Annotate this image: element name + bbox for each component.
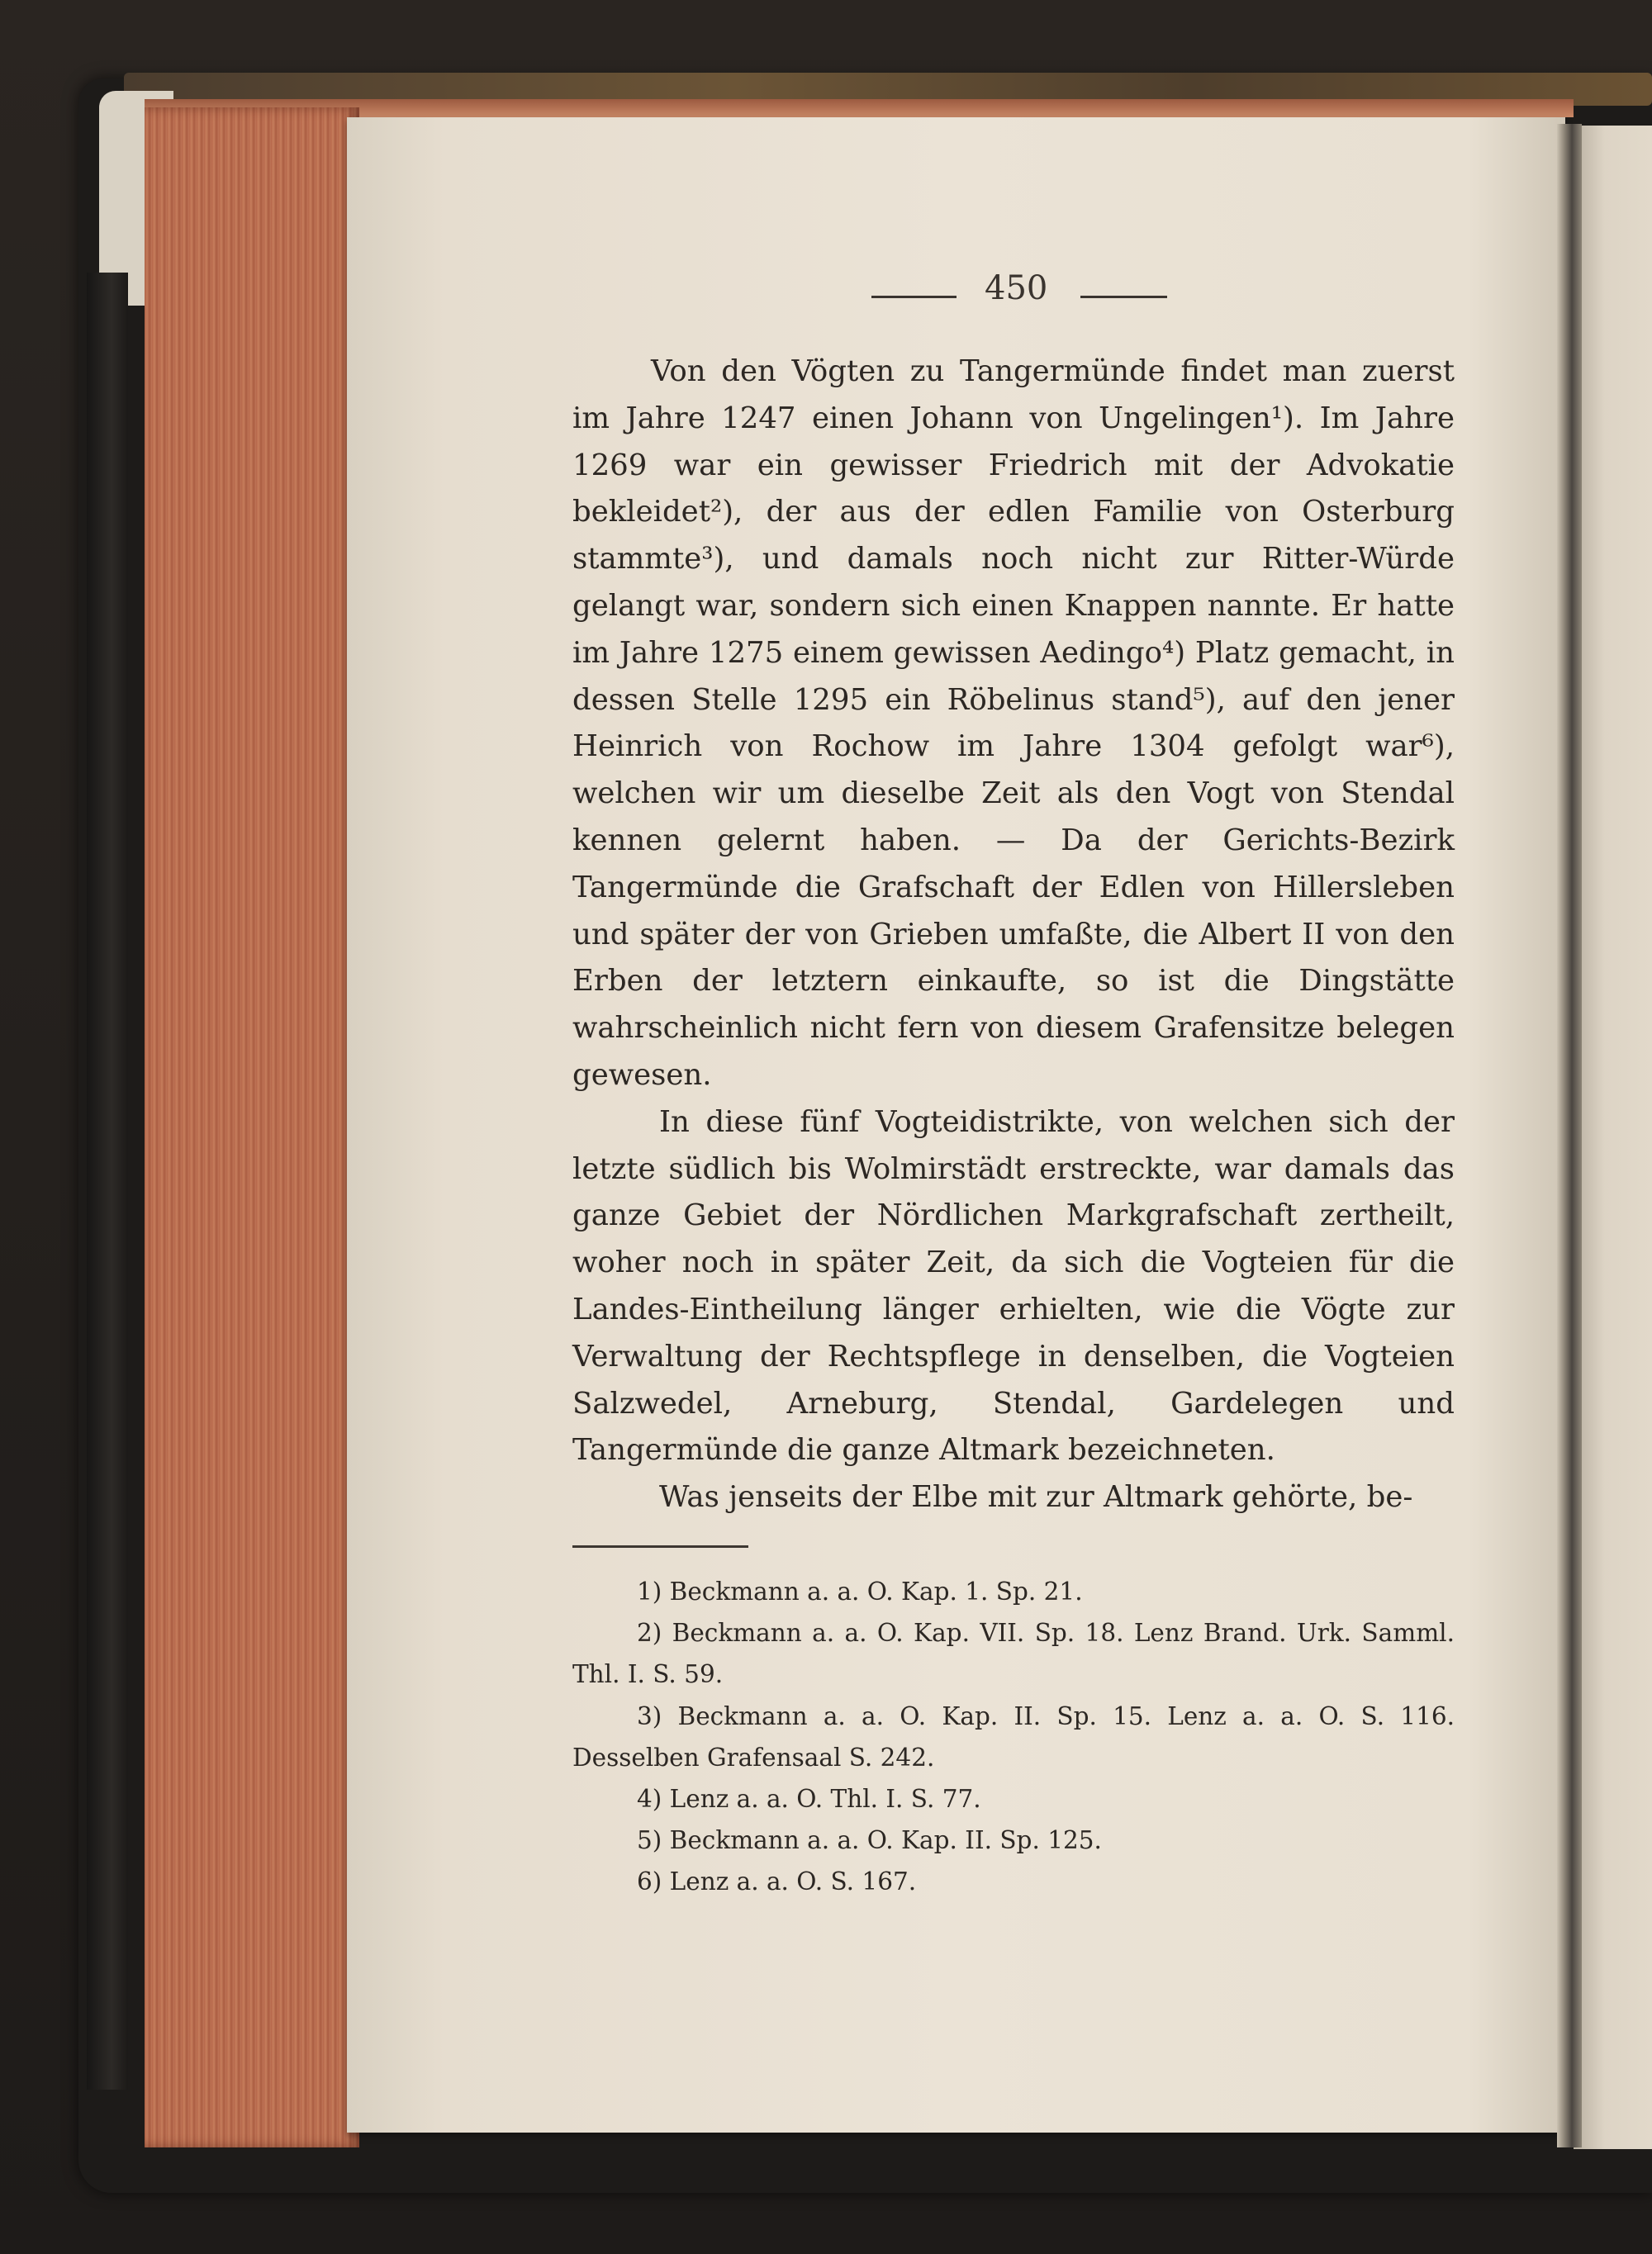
footnote-separator [572, 1545, 748, 1548]
page-header [871, 269, 1169, 319]
page-number: 450 [985, 269, 1048, 307]
paragraph: In diese fünf Vogteidistrikte, von welchen sich der letzte südlich bis Wolmirstädt erstreckte, war damals das ganze Gebiet der Nördlichen Markgrafschaft zertheilt, woher noch in später Zeit, da sich die Vogteien für die Landes-Eintheilung länger erhielten, wie die Vögte zur Verwaltung der Rechtspflege in denselben, die Vogteien Salzwedel, Arneburg, Stendal, Gardelegen und Tangermünde die ganze Altmark bezeichneten. [572, 1104, 1455, 1468]
page-gutter [1557, 124, 1582, 2147]
cover-spine [87, 273, 128, 2090]
paragraph: Von den Vögten zu Tangermünde findet man zuerst im Jahre 1247 einen Johann von Ungelingen¹). Im Jahre 1269 war ein gewisser Friedrich mit der Advokatie bekleidet²), der aus der edlen Familie von Osterburg stammte³), und damals noch nicht zur Ritter-Würde gelangt war, sondern sich einen Knappen nannte. Er hatte im Jahre 1275 einem gewissen Aedingo⁴) Platz gemacht, in dessen Stelle 1295 ein Röbelinus stand⁵), auf den jener Heinrich von Rochow im Jahre 1304 gefolgt war⁶), welchen wir um dieselbe Zeit als den Vogt von Stendal kennen gelernt haben. — Da der Gerichts-Bezirk Tangermünde die Grafschaft der Edlen von Hillersleben und später der von Grieben umfaßte, die Albert II von den Erben der letztern einkaufte, so ist die Dingstätte wahrscheinlich nicht fern von diesem Grafensitze belegen gewesen. [572, 354, 1455, 1092]
footnote: 1) Beckmann a. a. O. Kap. 1. Sp. 21. [637, 1578, 1083, 1606]
header-dash-right [1080, 296, 1167, 298]
footnote: 3) Beckmann a. a. O. Kap. II. Sp. 15. Lenz a. a. O. S. 116. Desselben Grafensaal S. 242. [572, 1701, 1455, 1772]
footnote: 6) Lenz a. a. O. S. 167. [637, 1867, 917, 1896]
facing-page [1574, 126, 1652, 2149]
footnote: 2) Beckmann a. a. O. Kap. VII. Sp. 18. Lenz Brand. Urk. Samml. Thl. I. S. 59. [572, 1619, 1455, 1689]
footnote: 5) Beckmann a. a. O. Kap. II. Sp. 125. [637, 1826, 1102, 1855]
footnotes [572, 1571, 1455, 1903]
footnote: 4) Lenz a. a. O. Thl. I. S. 77. [637, 1785, 981, 1814]
header-dash-left [871, 296, 957, 298]
paragraph: Was jenseits der Elbe mit zur Altmark gehörte, be- [659, 1480, 1413, 1515]
page-fore-edge [145, 107, 359, 2147]
main-text [572, 349, 1455, 1521]
